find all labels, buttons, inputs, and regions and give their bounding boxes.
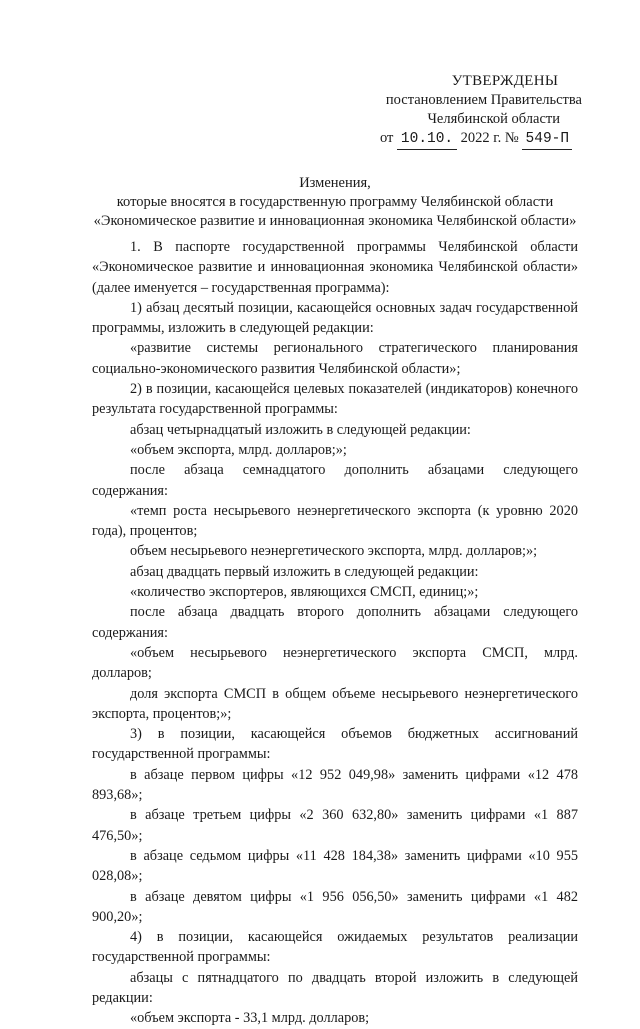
approval-title: УТВЕРЖДЕНЫ — [451, 73, 559, 89]
date-value: 10.10. — [397, 130, 457, 150]
paragraph: объем несырьевого неэнергетического экспорта, млрд. долларов;»; — [130, 543, 538, 560]
paragraph: в абзаце девятом цифры «1 956 056,50» заменить цифрами «1 482 900,20»; — [92, 888, 578, 925]
paragraph: «объем экспорта, млрд. долларов;»; — [130, 441, 347, 458]
heading-line-1: Изменения, — [299, 175, 371, 191]
date-prefix: от — [380, 130, 394, 146]
paragraph: в абзаце первом цифры «12 952 049,98» заменить цифрами «12 478 893,68»; — [92, 766, 578, 804]
paragraph: 4) в позиции, касающейся ожидаемых результатов реализации государственной программы: — [92, 929, 578, 966]
paragraph: после абзаца двадцать второго дополнить абзацами следующего содержания: — [92, 604, 578, 641]
paragraph: абзац двадцать первый изложить в следующей редакции: — [130, 563, 479, 580]
paragraph: 3) в позиции, касающейся объемов бюджетных ассигнований государственной программы: — [92, 726, 578, 763]
paragraph: «темп роста несырьевого неэнергетического экспорта (к уровню 2020 года), процентов; — [92, 502, 578, 540]
paragraph: в абзаце седьмом цифры «11 428 184,38» заменить цифрами «10 955 028,08»; — [92, 847, 578, 885]
paragraph: «количество экспортеров, являющихся СМСП, единиц;»; — [130, 584, 479, 601]
paragraph: абзац четырнадцатый изложить в следующей редакции: — [130, 421, 471, 438]
document-number: 549-П — [522, 130, 572, 150]
document-heading — [70, 174, 600, 231]
paragraph: 2) в позиции, касающейся целевых показателей (индикаторов) конечного результата государственной программы: — [92, 381, 578, 418]
approval-line-2: Челябинской области — [427, 111, 560, 127]
paragraph: «объем экспорта - 33,1 млрд. долларов; — [130, 1010, 370, 1027]
heading-line-2: которые вносятся в государственную программу Челябинской области — [116, 194, 554, 210]
document-body — [92, 237, 578, 1029]
paragraph: «развитие системы регионального стратегического планирования социально-экономического развития Челябинской области»; — [92, 340, 578, 377]
approval-date-line — [380, 129, 600, 150]
paragraph: после абзаца семнадцатого дополнить абзацами следующего содержания: — [92, 462, 578, 499]
approval-block — [380, 72, 600, 150]
paragraph: доля экспорта СМСП в общем объеме несырьевого неэнергетического экспорта, процентов;»; — [92, 685, 578, 722]
paragraph: в абзаце третьем цифры «2 360 632,80» заменить цифрами «1 887 476,50»; — [92, 807, 578, 844]
paragraph: 1) абзац десятый позиции, касающейся основных задач государственной программы, изложить в следующей редакции: — [92, 299, 578, 337]
paragraph: абзацы с пятнадцатого по двадцать второй изложить в следующей редакции: — [92, 969, 578, 1006]
paragraph: 1. В паспорте государственной программы Челябинской области «Экономическое развитие и инновационная экономика Челябинской области» (далее именуется – государственная программа): — [92, 239, 578, 296]
year-text: 2022 г. № — [460, 130, 519, 146]
approval-line-1: постановлением Правительства — [385, 92, 582, 108]
heading-line-3: «Экономическое развитие и инновационная экономика Челябинской области» — [93, 213, 577, 229]
paragraph: «объем несырьевого неэнергетического экспорта СМСП, млрд. долларов; — [92, 644, 578, 682]
